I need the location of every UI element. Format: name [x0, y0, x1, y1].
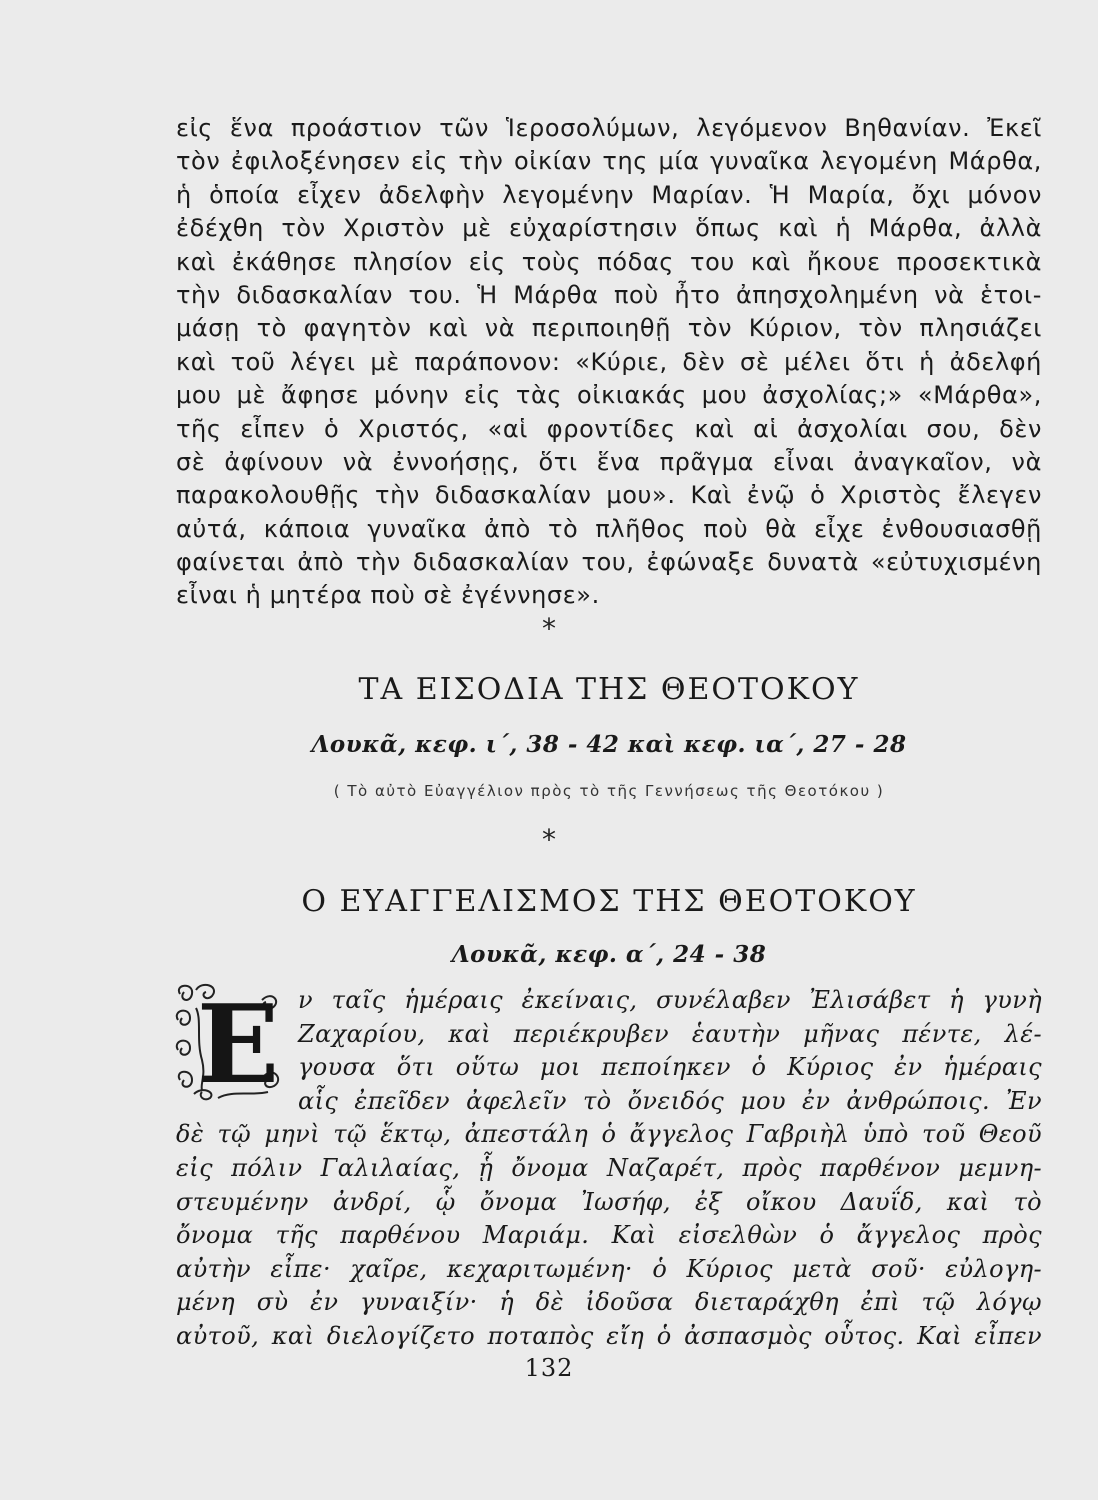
text-line: αὐτὴν εἶπε· χαῖρε, κεχαριτωμένη· ὁ Κύριος μετὰ σοῦ· εὐλογη-: [176, 1254, 1042, 1283]
scripture-reference: Λουκᾶ, κεφ. ι΄, 38 - 42 καὶ κεφ. ια΄, 27 - 28: [311, 731, 907, 758]
text-line: ἡ ὁποία εἶχεν ἀδελφὴν λεγομένην Μαρίαν. Ἡ Μαρία, ὄχι μόνον: [176, 180, 1042, 209]
section-separator: *: [542, 612, 556, 645]
section-title: ΤΑ ΕΙΣΟΔΙΑ ΤΗΣ ΘΕΟΤΟΚΟΥ: [358, 672, 860, 707]
gospel-text: [176, 984, 1042, 1354]
scripture-reference: Λουκᾶ, κεφ. α΄, 24 - 38: [451, 941, 767, 968]
text-line: μένη σὺ ἐν γυναιξίν· ἡ δὲ ἰδοῦσα διεταράχθη ἐπὶ τῷ λόγῳ: [176, 1288, 1042, 1317]
text-line: αὐτά, κάποια γυναῖκα ἀπὸ τὸ πλῆθος ποὺ θὰ εἶχε ἐνθουσιασθῇ: [176, 514, 1042, 543]
text-line: εἰς πόλιν Γαλιλαίας, ᾗ ὄνομα Ναζαρέτ, πρὸς παρθένον μεμνη-: [176, 1153, 1042, 1182]
text-line: καὶ τοῦ λέγει μὲ παράπονον: «Κύριε, δὲν σὲ μέλει ὅτι ἡ ἀδελφή: [176, 347, 1042, 376]
text-line: ν ταῖς ἡμέραις ἐκείναις, συνέλαβεν Ἐλισάβετ ἡ γυνὴ: [298, 986, 1042, 1014]
text-line: παρακολουθῇς τὴν διδασκαλίαν μου». Καὶ ἐνῷ ὁ Χριστὸς ἔλεγεν: [176, 481, 1042, 510]
svg-text:Ε: Ε: [196, 982, 280, 1102]
text-line: εἰς ἕνα προάστιον τῶν Ἱεροσολύμων, λεγόμενον Βηθανίαν. Ἐκεῖ: [176, 114, 1042, 142]
text-line: αἷς ἐπεῖδεν ἀφελεῖν τὸ ὄνειδός μου ἐν ἀνθρώποις. Ἐν: [298, 1086, 1042, 1115]
text-line: μάσῃ τὸ φαγητὸν καὶ νὰ περιποιηθῇ τὸν Κύριον, τὸν πλησιάζει: [176, 314, 1042, 343]
section-note: ( Τὸ αὐτὸ Εὐαγγέλιον πρὸς τὸ τῆς Γεννήσεως τῆς Θεοτόκου ): [333, 782, 885, 800]
text-line: ὄνομα τῆς παρθένου Μαριάμ. Καὶ εἰσελθὼν ὁ ἄγγελος πρὸς: [176, 1221, 1042, 1250]
text-line: Ζαχαρίου, καὶ περιέκρυβεν ἑαυτὴν μῆνας πέντε, λέ-: [298, 1019, 1042, 1048]
text-line: στευμένην ἀνδρί, ᾧ ὄνομα Ἰωσήφ, ἐξ οἴκου Δαυΐδ, καὶ τὸ: [176, 1187, 1042, 1216]
text-line: σὲ ἀφίνουν νὰ ἐννοήσῃς, ὅτι ἕνα πρᾶγμα εἶναι ἀναγκαῖον, νὰ: [176, 447, 1042, 476]
text-line: εἶναι ἡ μητέρα ποὺ σὲ ἐγέννησε».: [176, 581, 600, 610]
text-line: τὴν διδασκαλίαν του. Ἡ Μάρθα ποὺ ἦτο ἀπησχολημένη νὰ ἑτοι-: [176, 280, 1042, 309]
text-line: αὐτοῦ, καὶ διελογίζετο ποταπὸς εἴη ὁ ἀσπασμὸς οὗτος. Καὶ εἶπεν: [176, 1321, 1042, 1350]
text-line: φαίνεται ἀπὸ τὴν διδασκαλίαν του, ἐφώναξε δυνατὰ «εὐτυχισμένη: [176, 548, 1042, 577]
text-line: δὲ τῷ μηνὶ τῷ ἕκτῳ, ἀπεστάλη ὁ ἄγγελος Γαβριὴλ ὑπὸ τοῦ Θεοῦ: [176, 1120, 1042, 1149]
text-line: τῆς εἶπεν ὁ Χριστός, «αἱ φροντίδες καὶ αἱ ἀσχολίαι σου, δὲν: [176, 414, 1042, 443]
text-line: ἐδέχθη τὸν Χριστὸν μὲ εὐχαρίστησιν ὅπως καὶ ἡ Μάρθα, ἀλλὰ: [176, 214, 1042, 243]
body-paragraph: [176, 112, 1042, 613]
text-line: μου μὲ ἄφησε μόνην εἰς τὰς οἰκιακάς μου ἀσχολίας;» «Μάρθα»,: [176, 381, 1042, 410]
text-line: τὸν ἐφιλοξένησεν εἰς τὴν οἰκίαν της μία γυναῖκα λεγομένη Μάρθα,: [176, 147, 1042, 176]
section-separator: *: [542, 823, 556, 856]
text-line: γουσα ὅτι οὕτω μοι πεποίηκεν ὁ Κύριος ἐν ἡμέραις: [298, 1053, 1042, 1082]
text-line: καὶ ἐκάθησε πλησίον εἰς τοὺς πόδας του καὶ ἤκουε προσεκτικὰ: [176, 247, 1042, 276]
page-number: 132: [524, 1354, 574, 1382]
section-title: Ο ΕΥΑΓΓΕΛΙΣΜΟΣ ΤΗΣ ΘΕΟΤΟΚΟΥ: [301, 884, 917, 919]
